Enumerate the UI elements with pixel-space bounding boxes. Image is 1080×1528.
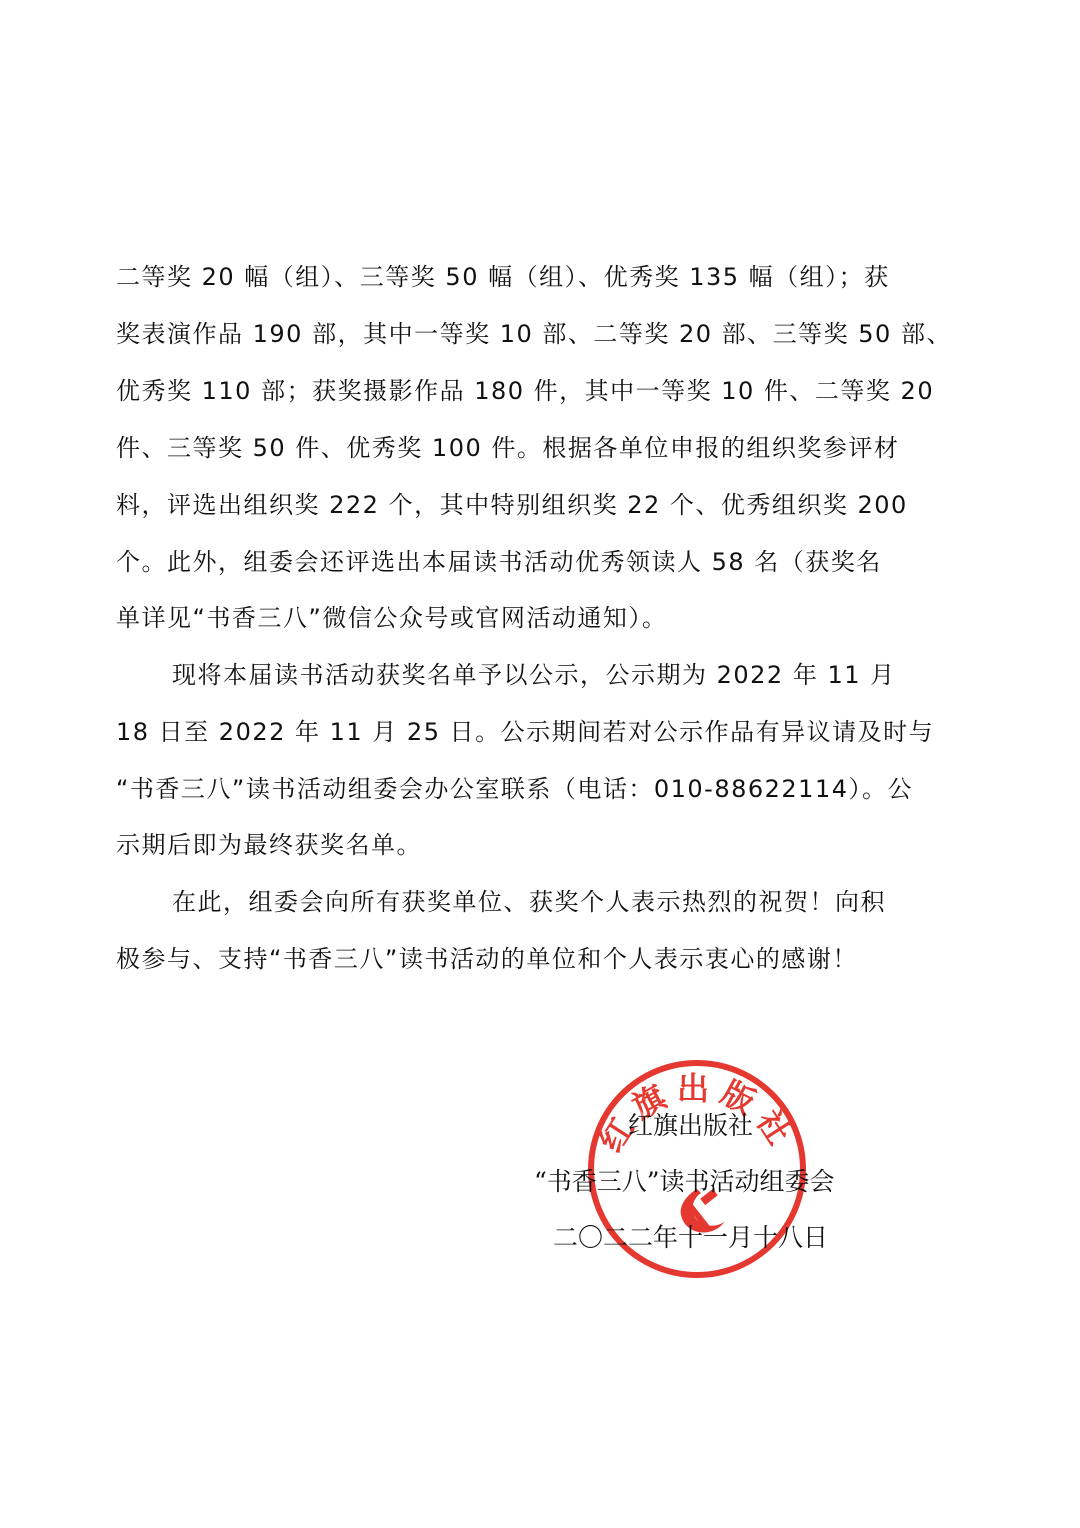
seal-arc-text: 红旗出版社 bbox=[591, 1069, 804, 1159]
body-line: 在此，组委会向所有获奖单位、获奖个人表示热烈的祝贺！向积 bbox=[172, 888, 886, 916]
body-line: 优秀奖 110 部；获奖摄影作品 180 件，其中一等奖 10 件、二等奖 20 bbox=[116, 377, 935, 405]
body-line: 料，评选出组织奖 222 个，其中特别组织奖 22 个、优秀组织奖 200 bbox=[116, 491, 908, 519]
body-line: 奖表演作品 190 部，其中一等奖 10 部、二等奖 20 部、三等奖 50 部、 bbox=[116, 320, 952, 348]
body-line: 18 日至 2022 年 11 月 25 日。公示期间若对公示作品有异议请及时与 bbox=[116, 718, 935, 746]
body-line: 二等奖 20 幅（组）、三等奖 50 幅（组）、优秀奖 135 幅（组）；获 bbox=[116, 263, 890, 291]
body-line: 个。此外，组委会还评选出本届读书活动优秀领读人 58 名（获奖名 bbox=[116, 548, 882, 576]
signature-date: 二〇二二年十一月十八日 bbox=[553, 1223, 829, 1252]
signature-committee: “书香三八”读书活动组委会 bbox=[534, 1167, 835, 1196]
signature-organization: 红旗出版社 bbox=[628, 1111, 754, 1140]
body-line: “书香三八”读书活动组委会办公室联系（电话：010-88622114）。公 bbox=[116, 775, 913, 803]
body-line: 示期后即为最终获奖名单。 bbox=[116, 831, 422, 859]
body-line: 单详见“书香三八”微信公众号或官网活动通知）。 bbox=[116, 604, 668, 632]
body-line: 现将本届读书活动获奖名单予以公示，公示期为 2022 年 11 月 bbox=[172, 661, 896, 689]
body-line: 件、三等奖 50 件、优秀奖 100 件。根据各单位申报的组织奖参评材 bbox=[116, 434, 900, 462]
body-line: 极参与、支持“书香三八”读书活动的单位和个人表示衷心的感谢！ bbox=[116, 945, 858, 973]
